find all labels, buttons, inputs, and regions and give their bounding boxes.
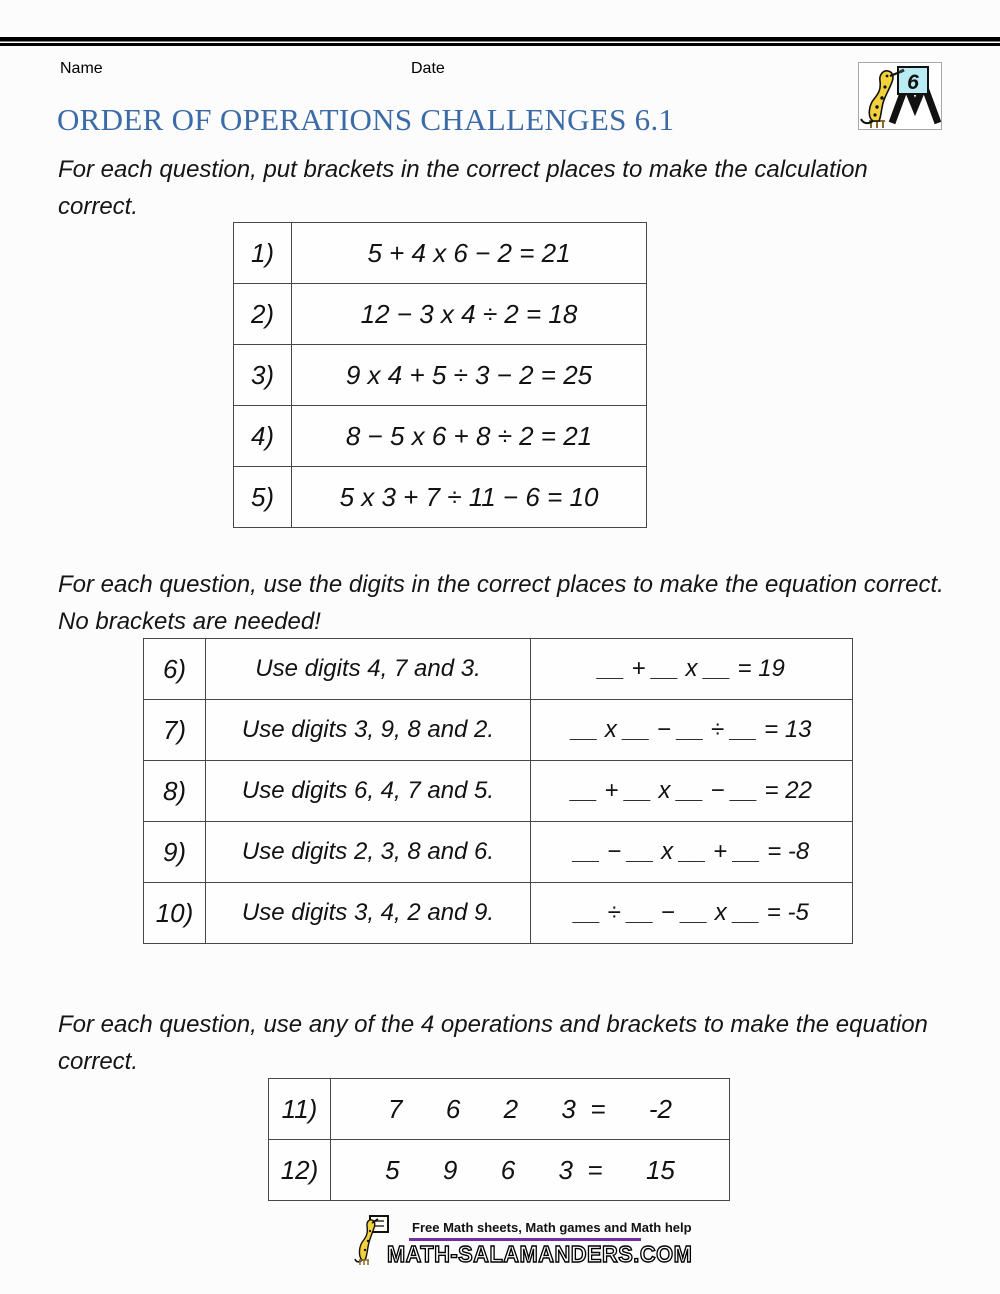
instruction-digits (58, 566, 958, 640)
problem-equation: __ − __ x __ + __ = -8 (531, 822, 853, 883)
problem-number: 12) (269, 1140, 331, 1201)
digits-description: Use digits 2, 3, 8 and 6. (206, 822, 531, 883)
problem-number: 7) (144, 700, 206, 761)
grade-badge (858, 62, 942, 130)
grade-number: 6 (907, 71, 919, 94)
problem-equation: __ ÷ __ − __ x __ = -5 (531, 883, 853, 944)
instruction-line: No brackets are needed! (58, 608, 321, 635)
top-divider (0, 37, 1000, 46)
digit-problems-table (143, 638, 853, 944)
salamander-easel-icon (859, 63, 941, 129)
name-label: Name (60, 60, 103, 77)
instruction-line: correct. (58, 1048, 139, 1075)
footer-salamander-icon (354, 1214, 390, 1266)
footer-tagline: Free Math sheets, Math games and Math help (412, 1220, 692, 1235)
instruction-line: correct. (58, 193, 139, 220)
instruction-brackets (58, 151, 958, 225)
problem-number: 10) (144, 883, 206, 944)
table-row (144, 883, 853, 944)
problem-number: 9) (144, 822, 206, 883)
instruction-line: For each question, use any of the 4 operations and brackets to make the equation (58, 1011, 928, 1038)
problem-equation: 5 9 6 3 = 15 (331, 1140, 730, 1201)
page-title: ORDER OF OPERATIONS CHALLENGES 6.1 (57, 102, 675, 137)
problem-equation: 9 x 4 + 5 ÷ 3 − 2 = 25 (292, 345, 647, 406)
instruction-line: For each question, put brackets in the correct places to make the calculation (58, 156, 868, 183)
date-label: Date (411, 60, 445, 77)
problem-number: 1) (234, 223, 292, 284)
problem-equation: __ x __ − __ ÷ __ = 13 (531, 700, 853, 761)
problem-number: 6) (144, 639, 206, 700)
table-row (269, 1079, 730, 1140)
problem-equation: 7 6 2 3 = -2 (331, 1079, 730, 1140)
problem-number: 2) (234, 284, 292, 345)
digits-description: Use digits 3, 9, 8 and 2. (206, 700, 531, 761)
table-row (234, 467, 647, 528)
table-row (234, 284, 647, 345)
table-row (144, 700, 853, 761)
table-row (234, 406, 647, 467)
problem-equation: 8 − 5 x 6 + 8 ÷ 2 = 21 (292, 406, 647, 467)
problem-equation: 12 − 3 x 4 ÷ 2 = 18 (292, 284, 647, 345)
problem-number: 3) (234, 345, 292, 406)
digits-description: Use digits 4, 7 and 3. (206, 639, 531, 700)
table-row (144, 761, 853, 822)
problem-equation: 5 + 4 x 6 − 2 = 21 (292, 223, 647, 284)
table-row (234, 345, 647, 406)
table-row (269, 1140, 730, 1201)
problem-number: 11) (269, 1079, 331, 1140)
footer-site-name: MATH-SALAMANDERS.COM (387, 1241, 693, 1267)
table-row (144, 822, 853, 883)
open-problems-table (268, 1078, 730, 1201)
problem-number: 8) (144, 761, 206, 822)
problem-equation: __ + __ x __ = 19 (531, 639, 853, 700)
bracket-problems-table (233, 222, 647, 528)
digits-description: Use digits 3, 4, 2 and 9. (206, 883, 531, 944)
table-row (144, 639, 853, 700)
problem-number: 5) (234, 467, 292, 528)
table-row (234, 223, 647, 284)
problem-number: 4) (234, 406, 292, 467)
instruction-line: For each question, use the digits in the correct places to make the equation correct. (58, 571, 944, 598)
problem-equation: 5 x 3 + 7 ÷ 11 − 6 = 10 (292, 467, 647, 528)
digits-description: Use digits 6, 4, 7 and 5. (206, 761, 531, 822)
instruction-operations (58, 1006, 958, 1080)
problem-equation: __ + __ x __ − __ = 22 (531, 761, 853, 822)
